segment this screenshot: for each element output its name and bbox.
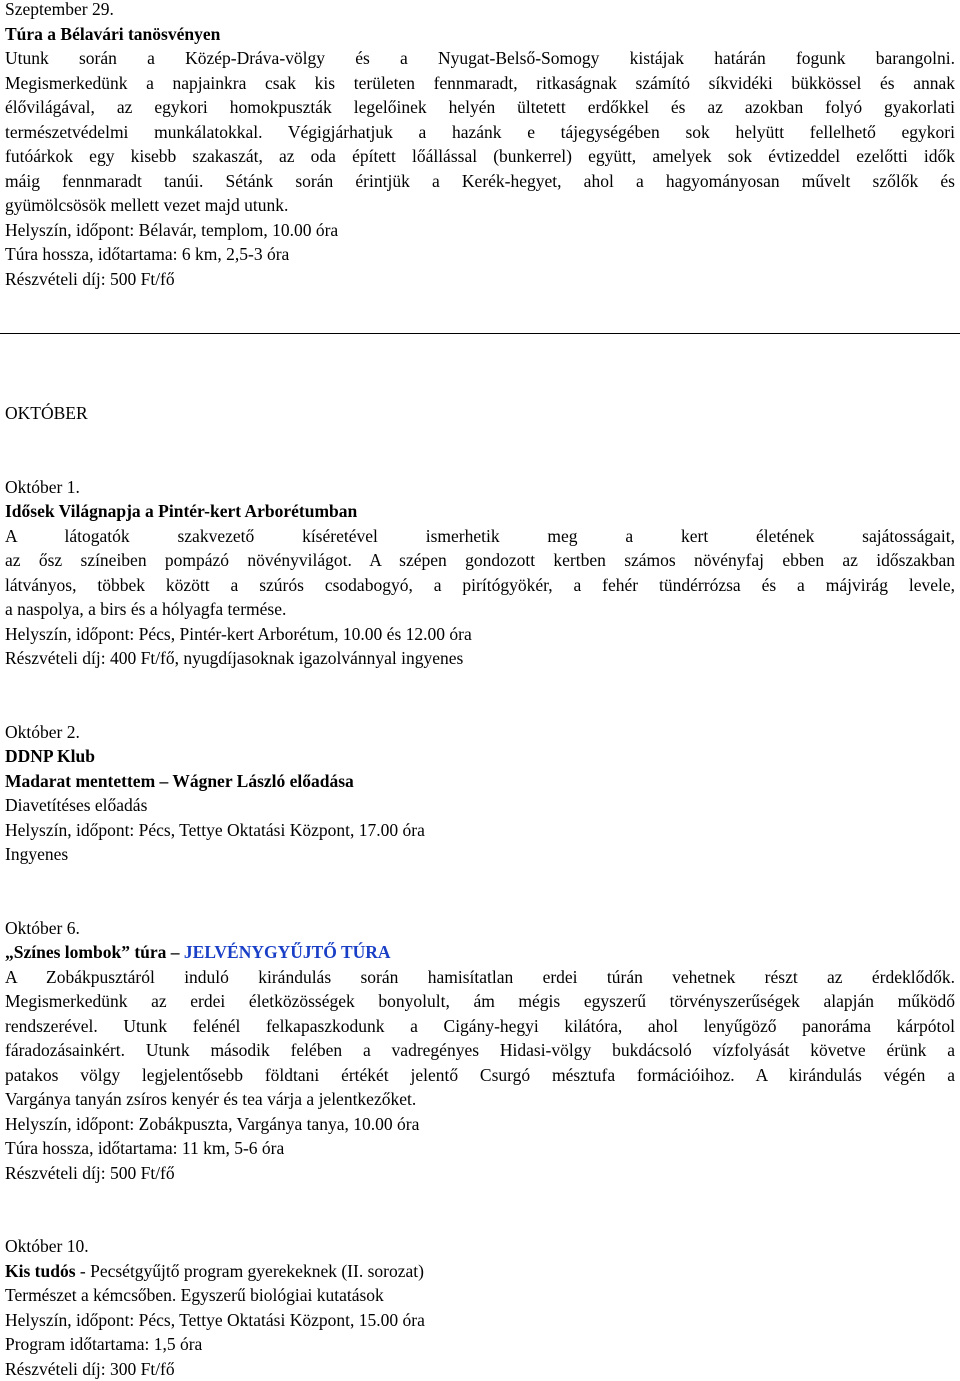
- event-desc-line: máig fennmaradt tanúi. Sétánk során érintjük a Kerék-hegyet, ahol a hagyományosan művelt szőlők és: [5, 169, 955, 194]
- event-desc-line: A Zobákpusztáról induló kirándulás során hamisítatlan erdei túrán vehetnek részt az érdeklődők.: [5, 965, 955, 990]
- event-desc-line: a naspolya, a birs és a hólyagfa termése.: [5, 597, 955, 622]
- event-location: Helyszín, időpont: Pécs, Tettye Oktatási Központ, 15.00 óra: [5, 1308, 955, 1333]
- event-oct2: [5, 720, 955, 867]
- event-desc-line: az ősz színeiben pompázó növényvilágot. A szépen gondozott kertben számos növényfaj ebben az időszakban: [5, 548, 955, 573]
- event-oct6: [5, 916, 955, 1186]
- event-length: Túra hossza, időtartama: 6 km, 2,5-3 óra: [5, 242, 955, 267]
- event-desc-line: A látogatók szakvezető kíséretével ismerhetik meg a kert életének sajátosságait,: [5, 524, 955, 549]
- event-sept29: [5, 0, 955, 291]
- event-title: Idősek Világnapja a Pintér-kert Arborétumban: [5, 499, 955, 524]
- event-title-row: [5, 1259, 955, 1284]
- event-fee: Részvételi díj: 500 Ft/fő: [5, 1161, 955, 1186]
- event-desc-line: természetvédelmi munkálatokkal. Végigjárhatjuk a hazánk e tájegységében sok helyütt fellelhető egykori: [5, 120, 955, 145]
- event-desc-line: Megismerkedünk a napjainkra csak kis területen fennmaradt, ritkaságnak számító síkvidéki bükkössel és annak: [5, 71, 955, 96]
- event-title: Kis tudós: [5, 1261, 76, 1281]
- event-location: Helyszín, időpont: Pécs, Pintér-kert Arborétum, 10.00 és 12.00 óra: [5, 622, 955, 647]
- event-fee: Részvételi díj: 500 Ft/fő: [5, 267, 955, 292]
- event-title: Madarat mentettem – Wágner László előadása: [5, 769, 955, 794]
- event-fee: Részvételi díj: 300 Ft/fő: [5, 1357, 955, 1381]
- event-duration: Program időtartama: 1,5 óra: [5, 1332, 955, 1357]
- event-fee: Részvételi díj: 400 Ft/fő, nyugdíjasoknak igazolvánnyal ingyenes: [5, 646, 955, 671]
- event-location: Helyszín, időpont: Bélavár, templom, 10.00 óra: [5, 218, 955, 243]
- event-desc-line: gyümölcsösök mellett vezet majd utunk.: [5, 193, 955, 218]
- event-desc-line: élővilágával, az egykori homokpuszták legelőinek helyén ültetett erdőkkel és az azokban folyó gyakorlati: [5, 95, 955, 120]
- event-date: Szeptember 29.: [5, 0, 955, 22]
- event-title: „Színes lombok” túra –: [5, 942, 180, 962]
- event-topic: Természet a kémcsőben. Egyszerű biológiai kutatások: [5, 1283, 955, 1308]
- month-heading: OKTÓBER: [5, 401, 955, 426]
- event-title: Túra a Bélavári tanösvényen: [5, 22, 955, 47]
- event-date: Október 6.: [5, 916, 955, 941]
- event-desc-line: Megismerkedünk az erdei életközösségek bonyolult, ám mégis egyszerű törvényszerűségek alapján működő: [5, 989, 955, 1014]
- event-desc-line: patakos völgy legjelentősebb földtani értékét jelentő Csurgó mésztufa formációihoz. A kirándulás végén a: [5, 1063, 955, 1088]
- event-desc-line: futóárkok egy kisebb szakaszát, az oda épített lőállással (bunkerrel) együtt, amelyek sok évtizeddel ezelőtti idők: [5, 144, 955, 169]
- event-club: DDNP Klub: [5, 744, 955, 769]
- document-page: [5, 0, 955, 1381]
- event-title-row: [5, 940, 955, 965]
- event-subtitle: - Pecsétgyűjtő program gyerekeknek (II. sorozat): [76, 1261, 424, 1281]
- event-oct1: [5, 475, 955, 671]
- event-fee: Ingyenes: [5, 842, 955, 867]
- badge-label: JELVÉNYGYŰJTŐ TÚRA: [184, 942, 391, 962]
- event-length: Túra hossza, időtartama: 11 km, 5-6 óra: [5, 1136, 955, 1161]
- event-location: Helyszín, időpont: Pécs, Tettye Oktatási Központ, 17.00 óra: [5, 818, 955, 843]
- event-desc-line: fáradozásainkért. Utunk második felében a vadregényes Hidasi-völgy bukdácsoló vízfolyását követve érünk a: [5, 1038, 955, 1063]
- event-desc-line: Utunk során a Közép-Dráva-völgy és a Nyugat-Belső-Somogy kistájak határán fogunk barangolni.: [5, 46, 955, 71]
- event-oct10: [5, 1234, 955, 1381]
- event-type: Diavetítéses előadás: [5, 793, 955, 818]
- event-desc-line: rendszerével. Utunk felénél felkapaszkodunk a Cigány-hegyi kilátóra, ahol lenyűgöző panoráma kárpótol: [5, 1014, 955, 1039]
- event-location: Helyszín, időpont: Zobákpuszta, Vargánya tanya, 10.00 óra: [5, 1112, 955, 1137]
- event-desc-line: Vargánya tanyán zsíros kenyér és tea várja a jelentkezőket.: [5, 1087, 955, 1112]
- event-date: Október 2.: [5, 720, 955, 745]
- event-date: Október 1.: [5, 475, 955, 500]
- event-date: Október 10.: [5, 1234, 955, 1259]
- event-desc-line: látványos, többek között a szúrós csodabogyó, a pirítógyökér, a fehér tündérrózsa és a májvirág levele,: [5, 573, 955, 598]
